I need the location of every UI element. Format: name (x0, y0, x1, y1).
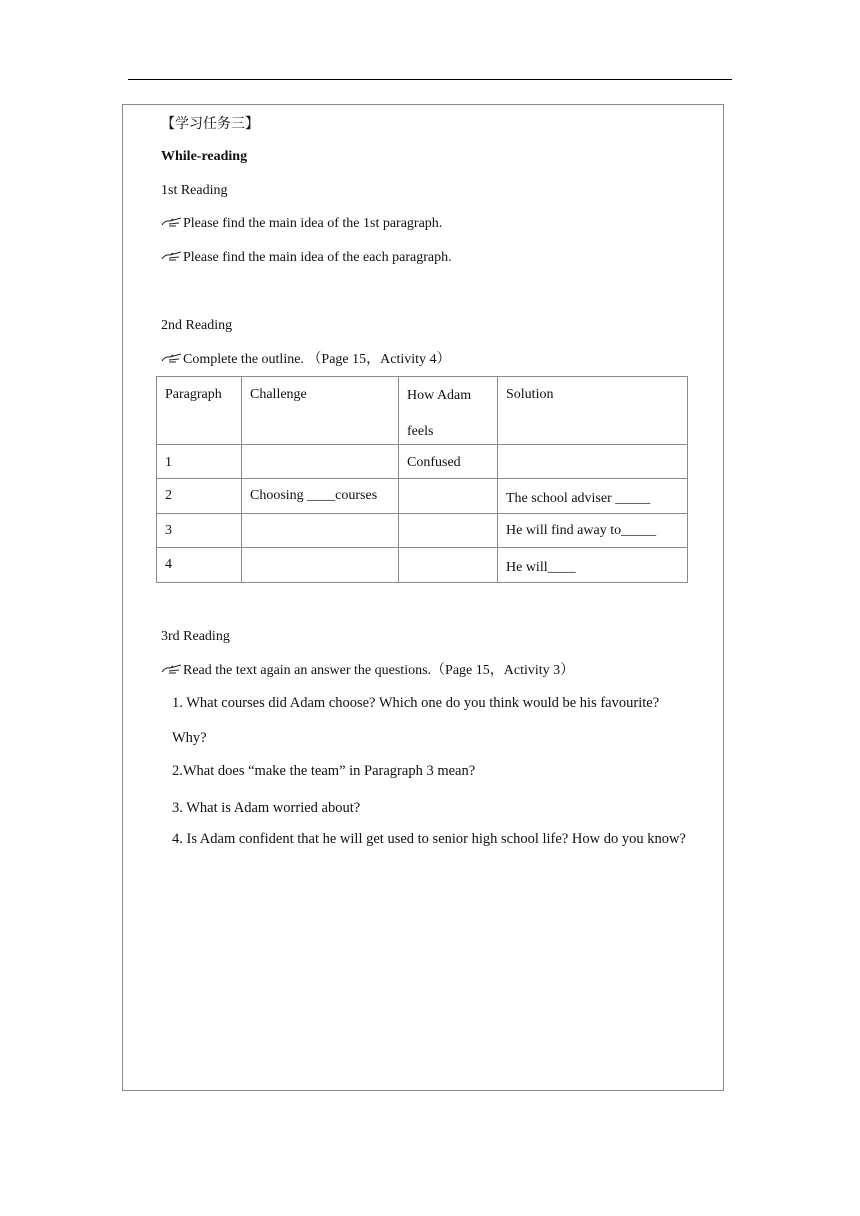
table-cell: He will find away to_____ (498, 514, 688, 548)
table-header-row (157, 377, 688, 445)
reading1-title: 1st Reading (161, 183, 228, 198)
table-cell (399, 479, 498, 514)
reading2-title: 2nd Reading (161, 318, 233, 333)
reading1-instruction-2: Please find the main idea of the each paragraph. (161, 249, 452, 267)
question-1-continued: Why? (172, 730, 207, 746)
table-cell: Choosing ____courses (242, 479, 399, 514)
table-cell: The school adviser _____ (498, 479, 688, 514)
task-heading: 【学习任务三】 (161, 117, 259, 132)
pointing-hand-icon (161, 250, 183, 262)
table-cell: He will____ (498, 548, 688, 583)
table-cell: 3 (157, 514, 242, 548)
table-cell: Confused (399, 445, 498, 479)
table-row (157, 548, 688, 583)
table-cell: 2 (157, 479, 242, 514)
header-how-adam-feels: How Adam feels (399, 377, 498, 445)
reading1-instruction-1: Please find the main idea of the 1st paragraph. (161, 215, 442, 233)
table-cell (242, 445, 399, 479)
table-cell (399, 548, 498, 583)
reading3-instruction: Read the text again an answer the questions.（Page 15，Activity 3） (161, 662, 574, 680)
table-row (157, 445, 688, 479)
header-paragraph: Paragraph (157, 377, 242, 445)
pointing-hand-icon (161, 352, 183, 364)
question-3: 3. What is Adam worried about? (172, 800, 361, 816)
outline-table (156, 376, 688, 583)
section-title: While-reading (161, 149, 248, 164)
question-1: 1. What courses did Adam choose? Which one do you think would be his favourite? (172, 695, 660, 711)
reading3-title: 3rd Reading (161, 629, 230, 644)
question-2: 2.What does “make the team” in Paragraph 3 mean? (172, 763, 476, 779)
header-solution: Solution (498, 377, 688, 445)
header-challenge: Challenge (242, 377, 399, 445)
reading2-instruction: Complete the outline. （Page 15，Activity 4） (161, 351, 451, 369)
table-cell (498, 445, 688, 479)
table-cell: 4 (157, 548, 242, 583)
pointing-hand-icon (161, 663, 183, 675)
question-4: 4. Is Adam confident that he will get used to senior high school life? How do you know? (172, 831, 686, 847)
table-cell (242, 548, 399, 583)
table-row (157, 514, 688, 548)
pointing-hand-icon (161, 216, 183, 228)
header-rule (128, 79, 732, 80)
table-cell (242, 514, 399, 548)
table-cell (399, 514, 498, 548)
table-row (157, 479, 688, 514)
table-cell: 1 (157, 445, 242, 479)
